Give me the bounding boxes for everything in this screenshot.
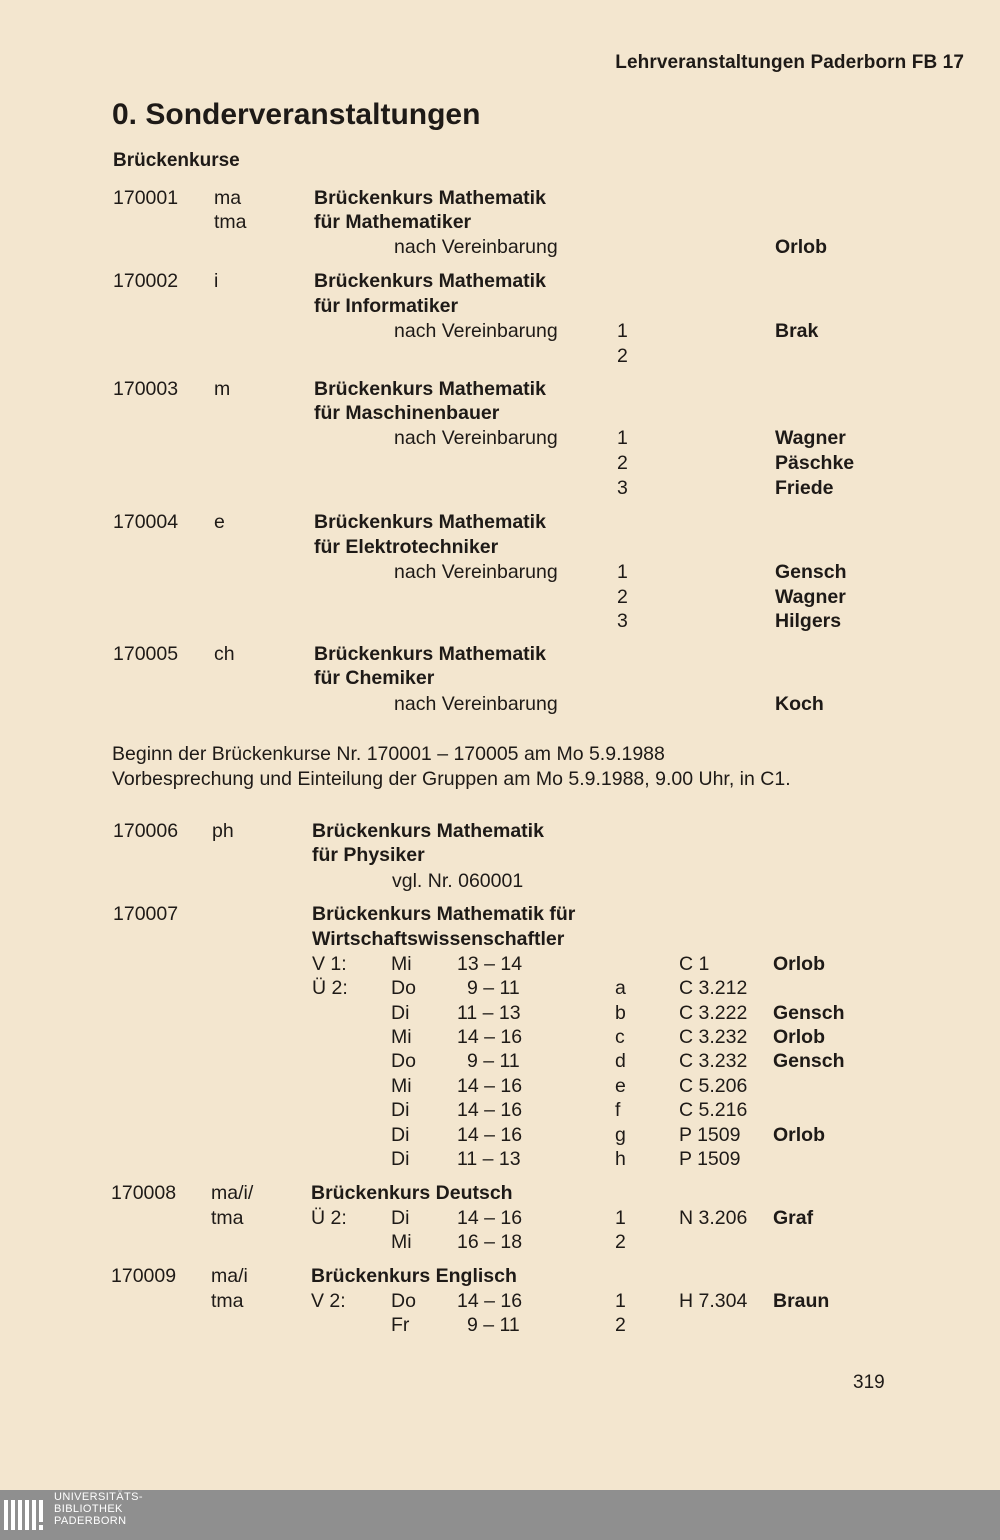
session-day: Di [391,1099,410,1121]
course-title: für Physiker [312,844,425,866]
session-room: C 5.216 [679,1099,748,1121]
session-group: a [615,977,626,999]
session-day: Do [391,1290,416,1312]
session-type: V 2: [311,1290,346,1312]
library-name-line: PADERBORN [54,1515,127,1527]
course-reference: vgl. Nr. 060001 [392,870,524,892]
session-number: 2 [617,452,628,474]
session-time: 14 – 16 [457,1124,523,1146]
session-group: h [615,1148,626,1170]
session-type: Ü 2: [312,977,348,999]
running-head: Lehrveranstaltungen Paderborn FB 17 [615,52,964,73]
course-number: 170004 [113,511,179,533]
course-number: 170002 [113,270,179,292]
session-time: 14 – 16 [457,1207,523,1229]
session-type: Ü 2: [311,1207,347,1229]
course-title: für Maschinenbauer [314,402,500,424]
session-day: Di [391,1002,410,1024]
course-lecturer: Brak [775,320,819,342]
session-number: 2 [617,345,628,367]
session-group: 2 [615,1314,626,1336]
course-group: ch [214,643,235,665]
session-day: Do [391,977,416,999]
course-number: 170003 [113,378,179,400]
course-schedule: nach Vereinbarung [394,693,558,715]
course-number: 170001 [113,187,179,209]
course-lecturer: Orlob [773,1026,825,1048]
course-schedule: nach Vereinbarung [394,427,558,449]
course-title: Brückenkurs Mathematik [312,820,544,842]
session-room: C 3.222 [679,1002,748,1024]
session-time: 14 – 16 [457,1099,523,1121]
course-title: Brückenkurs Mathematik für [312,903,576,925]
session-group: 2 [615,1231,626,1253]
course-title: für Elektrotechniker [314,536,499,558]
page-number: 319 [853,1372,885,1393]
course-title: Brückenkurs Deutsch [311,1182,513,1204]
session-number: 1 [617,561,628,583]
session-type: V 1: [312,953,347,975]
course-group: ma/i/ [211,1182,254,1204]
course-lecturer: Päschke [775,452,855,474]
session-room: C 3.232 [679,1050,748,1072]
course-number: 170008 [111,1182,177,1204]
course-group: tma [214,211,247,233]
session-day: Mi [391,1075,412,1097]
session-day: Mi [391,953,412,975]
session-day: Do [391,1050,416,1072]
session-time: 11 – 13 [457,1002,521,1024]
course-title: Brückenkurs Mathematik [314,270,546,292]
course-group: ma/i [211,1265,248,1287]
session-group: e [615,1075,626,1097]
course-title: für Informatiker [314,295,459,317]
session-room: C 3.232 [679,1026,748,1048]
session-group: 1 [615,1290,626,1312]
session-time: 9 – 11 [467,1050,520,1072]
session-number: 2 [617,586,628,608]
session-room: N 3.206 [679,1207,748,1229]
session-room: C 3.212 [679,977,748,999]
course-number: 170006 [113,820,179,842]
course-group: tma [211,1290,244,1312]
course-lecturer: Friede [775,477,834,499]
course-group: tma [211,1207,244,1229]
session-number: 1 [617,320,628,342]
library-logo-icon [4,1496,46,1534]
course-lecturer: Graf [773,1207,814,1229]
session-group: 1 [615,1207,626,1229]
session-group: d [615,1050,626,1072]
session-number: 1 [617,427,628,449]
course-number: 170009 [111,1265,177,1287]
session-time: 14 – 16 [457,1290,523,1312]
session-group: c [615,1026,625,1048]
course-lecturer: Hilgers [775,610,842,632]
course-lecturer: Gensch [773,1002,845,1024]
course-title: Wirtschaftswissenschaftler [312,928,565,950]
session-number: 3 [617,610,628,632]
course-title: Brückenkurs Mathematik [314,378,546,400]
course-schedule: nach Vereinbarung [394,236,558,258]
library-name-line: BIBLIOTHEK [54,1503,123,1515]
course-number: 170007 [113,903,179,925]
session-time: 14 – 16 [457,1075,523,1097]
course-group: e [214,511,225,533]
session-room: P 1509 [679,1124,741,1146]
session-number: 3 [617,477,628,499]
library-footer [0,1490,1000,1540]
session-day: Mi [391,1026,412,1048]
course-title: Brückenkurs Mathematik [314,643,546,665]
session-day: Di [391,1148,410,1170]
session-day: Di [391,1124,410,1146]
course-lecturer: Gensch [773,1050,845,1072]
session-time: 13 – 14 [457,953,523,975]
course-lecturer: Orlob [773,1124,825,1146]
course-group: ma [214,187,242,209]
session-group: f [615,1099,621,1121]
session-day: Mi [391,1231,412,1253]
course-lecturer: Wagner [775,586,846,608]
course-lecturer: Gensch [775,561,847,583]
course-group: i [214,270,219,292]
session-room: P 1509 [679,1148,741,1170]
session-day: Di [391,1207,410,1229]
course-title: Brückenkurs Englisch [311,1265,517,1287]
session-room: H 7.304 [679,1290,748,1312]
library-name-line: UNIVERSITÄTS- [54,1491,143,1503]
course-lecturer: Braun [773,1290,830,1312]
session-group: b [615,1002,626,1024]
session-time: 14 – 16 [457,1026,523,1048]
schedule-note: Beginn der Brückenkurse Nr. 170001 – 170005 am Mo 5.9.1988 [112,743,665,765]
schedule-note: Vorbesprechung und Einteilung der Gruppen am Mo 5.9.1988, 9.00 Uhr, in C1. [112,768,791,790]
section-title: 0. Sonderveranstaltungen [112,98,481,131]
session-room: C 5.206 [679,1075,748,1097]
session-time: 9 – 11 [467,1314,520,1336]
course-lecturer: Orlob [775,236,827,258]
course-title: Brückenkurs Mathematik [314,511,546,533]
course-schedule: nach Vereinbarung [394,320,558,342]
session-time: 16 – 18 [457,1231,523,1253]
course-lecturer: Koch [775,693,824,715]
library-name [54,1491,143,1527]
session-group: g [615,1124,626,1146]
session-time: 9 – 11 [467,977,520,999]
course-number: 170005 [113,643,179,665]
session-time: 11 – 13 [457,1148,521,1170]
course-group: ph [212,820,234,842]
session-day: Fr [391,1314,410,1336]
session-room: C 1 [679,953,710,975]
course-lecturer: Orlob [773,953,825,975]
course-group: m [214,378,231,400]
course-title: Brückenkurs Mathematik [314,187,546,209]
course-title: für Mathematiker [314,211,472,233]
subsection-title: Brückenkurse [113,150,240,171]
course-title: für Chemiker [314,667,435,689]
course-lecturer: Wagner [775,427,846,449]
course-schedule: nach Vereinbarung [394,561,558,583]
